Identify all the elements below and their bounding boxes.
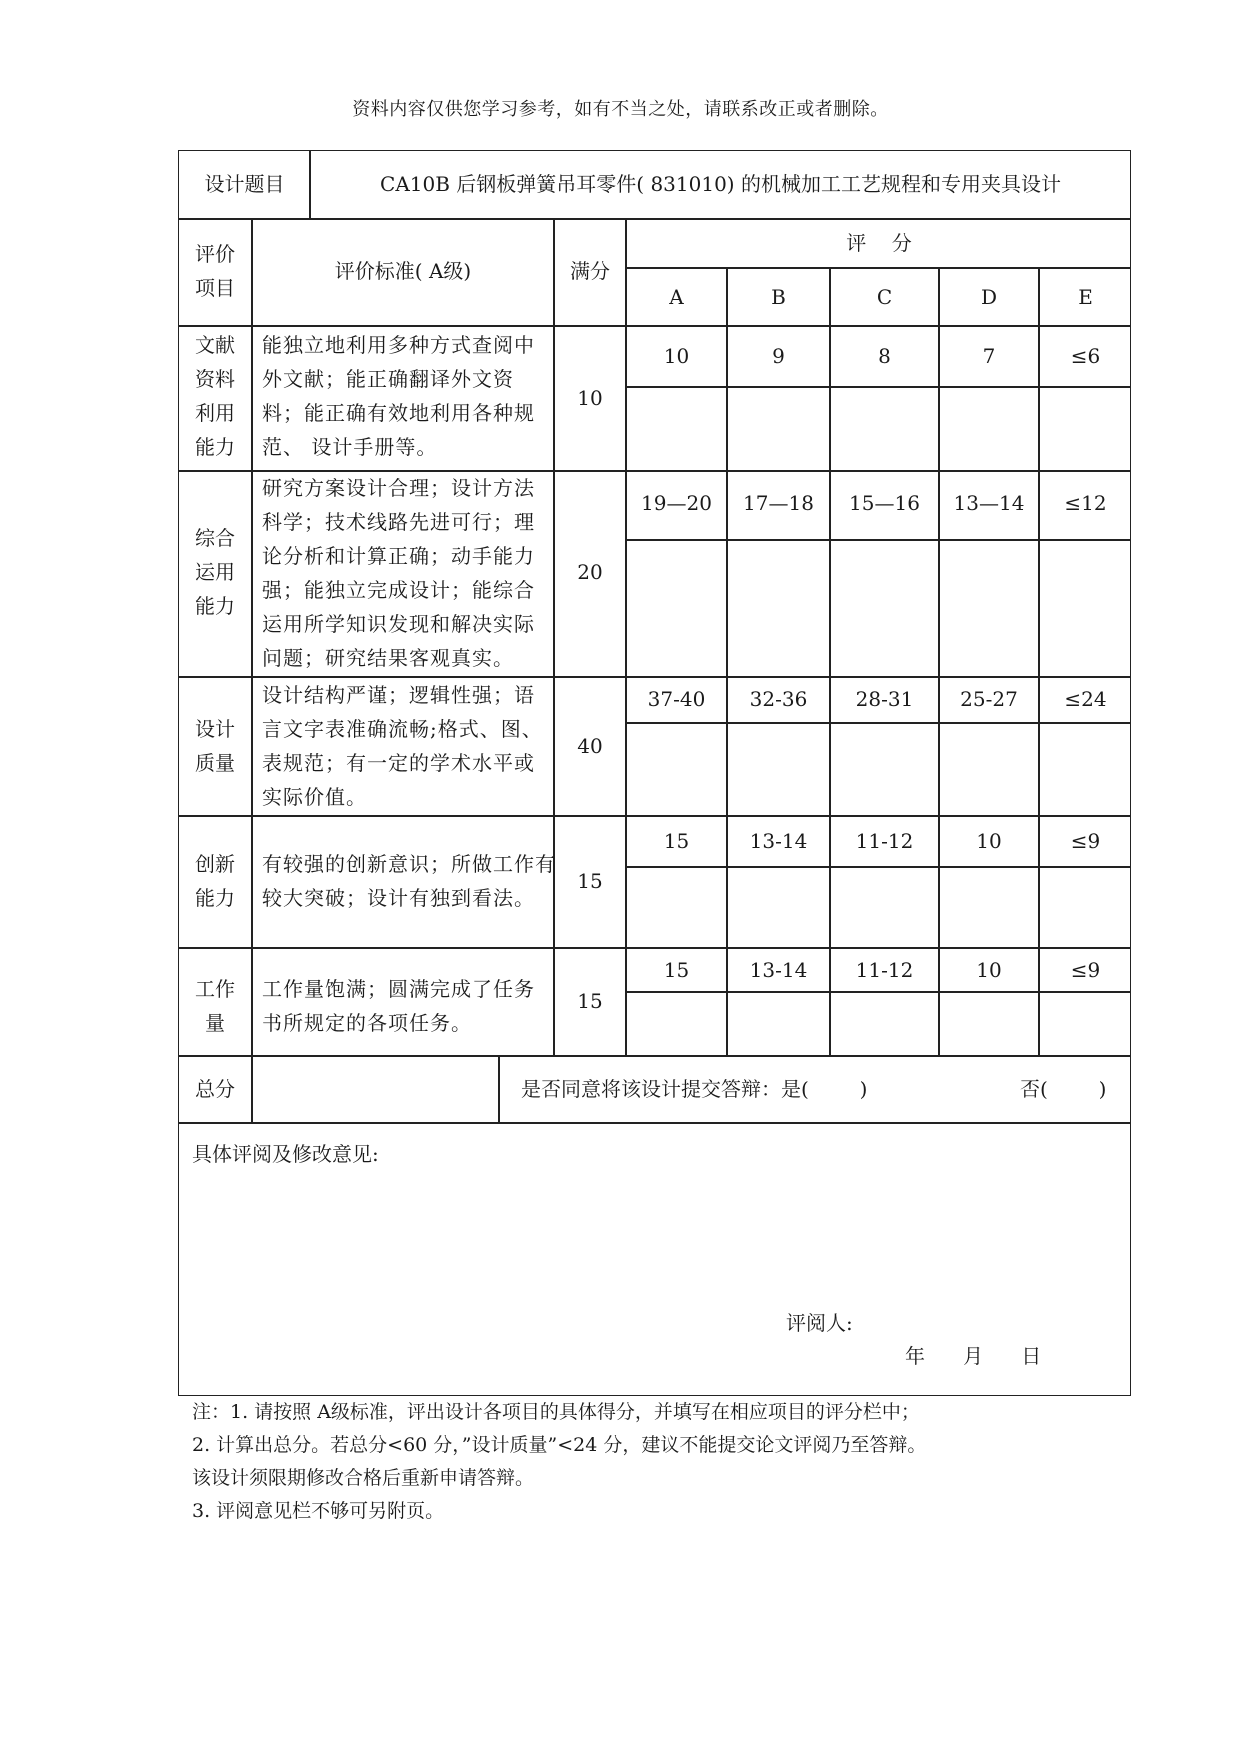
grade-a-header: A	[669, 285, 684, 309]
grade-c-range: 28-31	[855, 687, 914, 711]
table-rule	[938, 267, 940, 1055]
grade-c-range: 15—16	[849, 491, 920, 515]
grade-a-range: 37-40	[647, 687, 706, 711]
grade-d-range: 10	[976, 829, 1002, 853]
standard-header: 评价标准( A级)	[334, 259, 472, 283]
grade-e-range: ≤6	[1070, 344, 1101, 368]
grade-b-range: 13-14	[749, 958, 808, 982]
grade-c-range: 8	[878, 344, 891, 368]
grade-c-range: 11-12	[855, 958, 914, 982]
table-rule	[178, 1122, 1131, 1124]
grade-d-range: 10	[976, 958, 1002, 982]
note-line: 注：1. 请按照 A级标准，评出设计各项目的具体得分，并填写在相应项目的评分栏中；	[192, 1401, 920, 1423]
table-rule	[178, 325, 1131, 327]
note-line: 该设计须限期修改合格后重新申请答辩。	[192, 1467, 535, 1489]
grade-e-range: ≤24	[1064, 687, 1107, 711]
score-header: 评 分	[846, 231, 912, 255]
grade-d-range: 25-27	[960, 687, 1018, 711]
grade-d-range: 7	[982, 344, 996, 368]
design-topic-label: 设计题目	[204, 172, 285, 196]
row-item-label: 文献 资料 利用 能力	[195, 333, 235, 459]
table-rule	[178, 218, 1131, 220]
header-note: 资料内容仅供您学习参考，如有不当之处，请联系改正或者删除。	[352, 99, 889, 120]
note-line: 3. 评阅意见栏不够可另附页。	[192, 1500, 445, 1522]
grade-a-range: 19—20	[641, 491, 712, 515]
table-rule	[626, 866, 1131, 868]
row-standard-text: 能独立地利用多种方式查阅中外文献；能正确翻译外文资料；能正确有效地利用各种规范、 设计手册等。	[262, 333, 535, 459]
grade-e-range: ≤9	[1070, 958, 1101, 982]
row-full-score: 15	[577, 989, 603, 1013]
table-rule	[251, 218, 253, 1122]
total-label: 总分	[195, 1077, 235, 1101]
grade-a-range: 15	[663, 829, 690, 853]
table-rule	[178, 947, 1131, 949]
row-item-label: 创新 能力	[195, 852, 235, 910]
table-rule	[178, 815, 1131, 817]
row-full-score: 20	[577, 560, 603, 584]
row-standard-text: 设计结构严谨；逻辑性强；语言文字表准确流畅;格式、图、表规范；有一定的学术水平或实际价值。	[262, 683, 543, 809]
defense-question: 是否同意将该设计提交答辩：是( )	[521, 1077, 868, 1101]
table-rule	[829, 267, 831, 1055]
row-full-score: 15	[577, 869, 603, 893]
grade-b-header: B	[771, 285, 786, 309]
table-rule	[626, 539, 1131, 541]
row-item-label: 设计 质量	[195, 717, 235, 775]
grade-b-range: 9	[772, 344, 785, 368]
grade-a-range: 10	[663, 344, 690, 368]
table-rule	[626, 722, 1131, 724]
table-rule	[626, 386, 1131, 388]
table-rule	[726, 267, 728, 1055]
table-rule	[626, 991, 1131, 993]
grade-e-range: ≤9	[1070, 829, 1101, 853]
grade-c-header: C	[876, 285, 893, 309]
row-full-score: 10	[577, 386, 603, 410]
table-rule	[626, 267, 1131, 269]
defense-no-option: 否( )	[1020, 1077, 1107, 1101]
item-header: 评价 项目	[195, 242, 235, 300]
grade-d-header: D	[980, 285, 998, 309]
full-score-header: 满分	[570, 259, 610, 283]
table-rule	[498, 1055, 500, 1122]
grade-e-header: E	[1078, 285, 1093, 309]
row-item-label: 综合 运用 能力	[195, 526, 235, 618]
table-rule	[553, 218, 555, 1055]
grade-b-range: 13-14	[749, 829, 808, 853]
review-date: 年 月 日	[905, 1344, 1042, 1368]
row-item-label: 工作 量	[195, 977, 235, 1035]
grade-d-range: 13—14	[953, 491, 1025, 515]
grade-b-range: 17—18	[743, 491, 814, 515]
note-line: 2. 计算出总分。若总分<60 分，”设计质量”<24 分，建议不能提交论文评阅乃至答辩。	[192, 1434, 927, 1456]
review-label: 具体评阅及修改意见:	[192, 1142, 379, 1166]
grade-c-range: 11-12	[855, 829, 914, 853]
reviewer-label: 评阅人:	[786, 1311, 853, 1335]
grade-e-range: ≤12	[1064, 491, 1107, 515]
row-full-score: 40	[577, 734, 603, 758]
row-standard-text: 工作量饱满；圆满完成了任务书所规定的各项任务。	[262, 977, 535, 1035]
row-standard-text: 研究方案设计合理；设计方法科学；技术线路先进可行；理论分析和计算正确；动手能力强；能独立完成设计；能综合运用所学知识发现和解决实际问题；研究结果客观真实。	[262, 476, 535, 670]
design-topic-value: CA10B 后钢板弹簧吊耳零件( 831010) 的机械加工工艺规程和专用夹具设计	[380, 172, 1061, 196]
table-rule	[309, 150, 311, 218]
row-standard-text: 有较强的创新意识；所做工作有较大突破；设计有独到看法。	[262, 852, 556, 910]
table-rule	[1038, 267, 1040, 1055]
grade-b-range: 32-36	[749, 687, 808, 711]
grade-a-range: 15	[663, 958, 690, 982]
table-rule	[178, 1055, 1131, 1057]
